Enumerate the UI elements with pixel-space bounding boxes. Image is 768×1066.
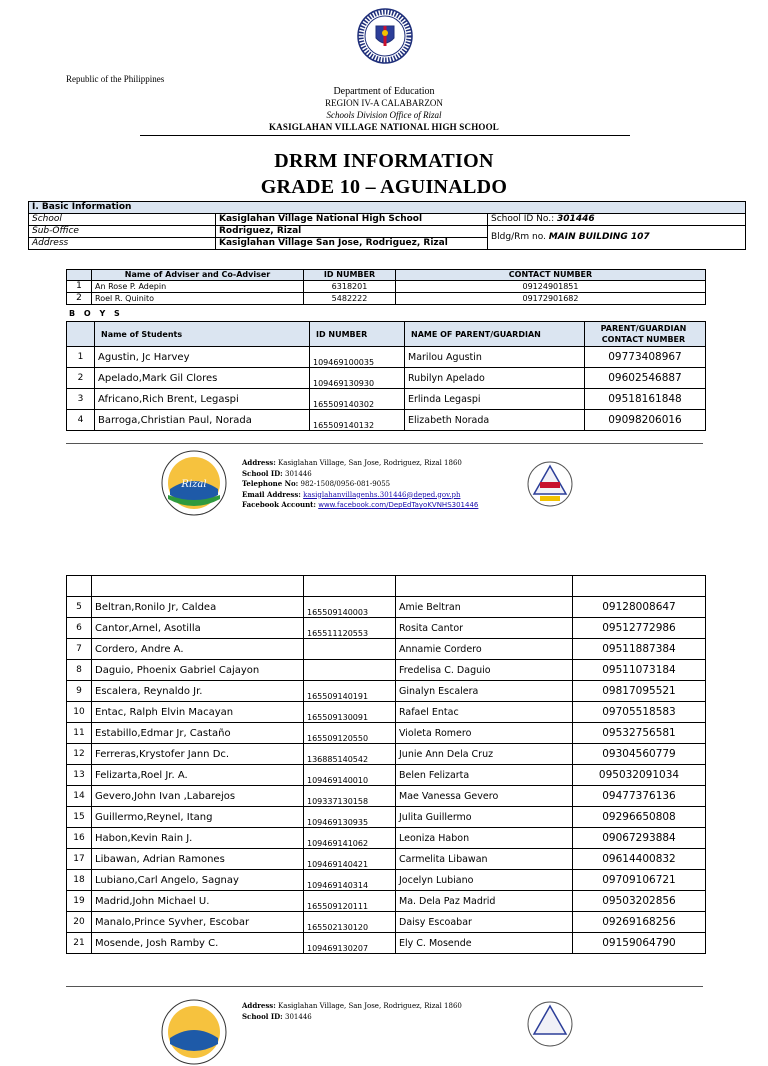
student-name: Gevero,John Ivan ,Labarejos <box>92 786 304 807</box>
sub-office-value: Rodriguez, Rizal <box>216 226 488 238</box>
parent-name: Erlinda Legaspi <box>405 389 585 410</box>
parent-phone: 09098206016 <box>585 410 706 431</box>
footer-email-label: Email Address: <box>242 489 301 499</box>
row-number: 8 <box>67 660 92 681</box>
row-number: 2 <box>67 293 92 305</box>
student-id: 136885140542 <box>304 744 396 765</box>
table-row <box>67 702 706 723</box>
row-number: 13 <box>67 765 92 786</box>
students-table-page2 <box>66 575 706 954</box>
parent-name: Amie Beltran <box>396 597 573 618</box>
stud-id-header: ID NUMBER <box>310 322 405 347</box>
adviser-id: 6318201 <box>304 281 396 293</box>
sub-office-label: Sub-Office <box>29 226 216 238</box>
stud-parent-header: NAME OF PARENT/GUARDIAN <box>405 322 585 347</box>
rizal-logo-icon <box>160 449 228 517</box>
row-number: 12 <box>67 744 92 765</box>
adviser-name: Roel R. Quinito <box>92 293 304 305</box>
parent-name: Rafael Entac <box>396 702 573 723</box>
parent-phone: 095032091034 <box>573 765 706 786</box>
adviser-id: 5482222 <box>304 293 396 305</box>
parent-name: Ma. Dela Paz Madrid <box>396 891 573 912</box>
student-name: Felizarta,Roel Jr. A. <box>92 765 304 786</box>
parent-name: Carmelita Libawan <box>396 849 573 870</box>
footer-contact-block <box>242 1001 462 1022</box>
school-id-value: 301446 <box>557 214 595 224</box>
parent-phone: 09067293884 <box>573 828 706 849</box>
parent-phone: 09532756581 <box>573 723 706 744</box>
table-row <box>67 891 706 912</box>
division-label: Schools Division Office of Rizal <box>326 110 442 120</box>
row-number: 15 <box>67 807 92 828</box>
page-separator <box>66 986 703 987</box>
row-number: 5 <box>67 597 92 618</box>
student-name: Lubiano,Carl Angelo, Sagnay <box>92 870 304 891</box>
parent-phone: 09503202856 <box>573 891 706 912</box>
student-name: Guillermo,Reynel, Itang <box>92 807 304 828</box>
parent-name: Rosita Cantor <box>396 618 573 639</box>
stud-contact-header <box>585 322 706 347</box>
deped-seal-icon <box>357 8 413 64</box>
row-number: 16 <box>67 828 92 849</box>
student-id: 109337130158 <box>304 786 396 807</box>
table-row <box>67 912 706 933</box>
table-row <box>67 933 706 954</box>
student-id: 165502130120 <box>304 912 396 933</box>
row-number: 3 <box>67 389 95 410</box>
parent-name: Annamie Cordero <box>396 639 573 660</box>
school-logo-icon <box>526 460 574 508</box>
parent-name: Fredelisa C. Daguio <box>396 660 573 681</box>
address-value: Kasiglahan Village San Jose, Rodriguez, Rizal <box>216 238 488 250</box>
bldg-value: MAIN BUILDING 107 <box>548 232 650 242</box>
parent-phone: 09269168256 <box>573 912 706 933</box>
blank-cell <box>396 576 573 597</box>
student-name: Habon,Kevin Rain J. <box>92 828 304 849</box>
stud-name-header: Name of Students <box>95 322 310 347</box>
address-label: Address <box>29 238 216 250</box>
parent-phone: 09511073184 <box>573 660 706 681</box>
parent-phone: 09159064790 <box>573 933 706 954</box>
row-number: 19 <box>67 891 92 912</box>
school-logo-icon <box>526 1000 574 1048</box>
row-number: 14 <box>67 786 92 807</box>
student-id: 109469140010 <box>304 765 396 786</box>
student-name: Cordero, Andre A. <box>92 639 304 660</box>
adv-num-header <box>67 270 92 281</box>
parent-phone: 09705518583 <box>573 702 706 723</box>
student-id: 165509120550 <box>304 723 396 744</box>
footer-address-value: Kasiglahan Village, San Jose, Rodriguez, Rizal 1860 <box>275 1002 462 1010</box>
student-id: 165511120553 <box>304 618 396 639</box>
student-id <box>304 639 396 660</box>
blank-cell <box>67 576 92 597</box>
table-row <box>67 347 706 368</box>
blank-cell <box>92 576 304 597</box>
student-name: Beltran,Ronilo Jr, Caldea <box>92 597 304 618</box>
row-number: 10 <box>67 702 92 723</box>
adviser-name: An Rose P. Adepin <box>92 281 304 293</box>
table-row <box>67 849 706 870</box>
row-number: 9 <box>67 681 92 702</box>
student-name: Mosende, Josh Ramby C. <box>92 933 304 954</box>
table-row <box>67 639 706 660</box>
blank-cell <box>304 576 396 597</box>
doc-title: DRRM INFORMATION <box>274 150 494 172</box>
school-id-cell <box>488 214 746 226</box>
adviser-contact: 09172901682 <box>396 293 706 305</box>
table-row <box>67 807 706 828</box>
parent-phone: 09128008647 <box>573 597 706 618</box>
parent-name: Julita Guillermo <box>396 807 573 828</box>
student-name: Cantor,Arnel, Asotilla <box>92 618 304 639</box>
parent-name: Daisy Escoabar <box>396 912 573 933</box>
parent-phone: 09512772986 <box>573 618 706 639</box>
row-number: 1 <box>67 347 95 368</box>
parent-name: Jocelyn Lubiano <box>396 870 573 891</box>
region-label: REGION IV-A CALABARZON <box>325 98 443 108</box>
student-id: 109469130935 <box>304 807 396 828</box>
footer-address-value: Kasiglahan Village, San Jose, Rodriguez, Rizal 1860 <box>275 459 462 467</box>
row-number: 4 <box>67 410 95 431</box>
row-number: 17 <box>67 849 92 870</box>
student-name: Ferreras,Krystofer Jann Dc. <box>92 744 304 765</box>
student-name: Madrid,John Michael U. <box>92 891 304 912</box>
parent-phone: 09296650808 <box>573 807 706 828</box>
row-number: 2 <box>67 368 95 389</box>
contact-header-line2: CONTACT NUMBER <box>601 335 686 344</box>
student-name: Libawan, Adrian Ramones <box>92 849 304 870</box>
footer-tel-value: 982-1508/0956-081-9055 <box>298 480 391 488</box>
parent-name: Rubilyn Apelado <box>405 368 585 389</box>
table-row <box>67 293 706 305</box>
bldg-cell <box>488 226 746 250</box>
adviser-contact: 09124901851 <box>396 281 706 293</box>
footer-fb-label: Facebook Account: <box>242 500 316 509</box>
student-name: Entac, Ralph Elvin Macayan <box>92 702 304 723</box>
parent-name: Leoniza Habon <box>396 828 573 849</box>
footer-schoolid-label: School ID: <box>242 1011 283 1021</box>
parent-name: Junie Ann Dela Cruz <box>396 744 573 765</box>
table-row <box>67 681 706 702</box>
footer-tel-label: Telephone No: <box>242 479 299 488</box>
page-separator <box>66 443 703 444</box>
student-name: Estabillo,Edmar Jr, Castaño <box>92 723 304 744</box>
table-row <box>67 828 706 849</box>
parent-phone: 09304560779 <box>573 744 706 765</box>
adv-contact-header: CONTACT NUMBER <box>396 270 706 281</box>
blank-cell <box>573 576 706 597</box>
footer-schoolid-value: 301446 <box>282 469 312 478</box>
table-row <box>67 765 706 786</box>
footer-email-link[interactable]: kasiglahanvillagenhs.301446@deped.gov.ph <box>303 490 461 499</box>
student-id: 109469100035 <box>310 347 405 368</box>
department-label: Department of Education <box>333 86 435 97</box>
parent-name: Ginalyn Escalera <box>396 681 573 702</box>
footer-address-label: Address: <box>242 1001 276 1010</box>
table-row <box>67 597 706 618</box>
footer-contact-block <box>242 458 478 511</box>
student-id: 109469130207 <box>304 933 396 954</box>
footer-fb-link[interactable]: www.facebook.com/DepEdTayoKVNHS301446 <box>318 501 479 509</box>
parent-name: Elizabeth Norada <box>405 410 585 431</box>
student-id: 165509140302 <box>310 389 405 410</box>
student-name: Africano,Rich Brent, Legaspi <box>95 389 310 410</box>
basic-info-table <box>28 201 746 250</box>
student-id: 109469141062 <box>304 828 396 849</box>
footer-schoolid-label: School ID: <box>242 468 283 478</box>
row-number: 11 <box>67 723 92 744</box>
footer-schoolid-value: 301446 <box>282 1012 312 1021</box>
student-name: Daguio, Phoenix Gabriel Cajayon <box>92 660 304 681</box>
footer-address-label: Address: <box>242 458 276 467</box>
parent-phone: 09518161848 <box>585 389 706 410</box>
row-number: 7 <box>67 639 92 660</box>
parent-name: Mae Vanessa Gevero <box>396 786 573 807</box>
table-row <box>67 618 706 639</box>
student-id <box>304 660 396 681</box>
table-row <box>67 786 706 807</box>
row-number: 1 <box>67 281 92 293</box>
student-id: 109469130930 <box>310 368 405 389</box>
adv-name-header: Name of Adviser and Co-Adviser <box>92 270 304 281</box>
svg-text:Rizal: Rizal <box>181 479 207 490</box>
parent-name: Violeta Romero <box>396 723 573 744</box>
stud-num-header <box>67 322 95 347</box>
school-value: Kasiglahan Village National High School <box>216 214 488 226</box>
parent-phone: 09602546887 <box>585 368 706 389</box>
parent-phone: 09511887384 <box>573 639 706 660</box>
table-row <box>67 744 706 765</box>
boys-label: B O Y S <box>69 309 123 318</box>
table-row <box>67 281 706 293</box>
students-table-page1 <box>66 321 706 431</box>
doc-subtitle: GRADE 10 – AGUINALDO <box>260 176 508 198</box>
student-id: 109469140421 <box>304 849 396 870</box>
bldg-label: Bldg/Rm no. <box>491 232 549 242</box>
student-id: 165509140132 <box>310 410 405 431</box>
contact-header-line1: PARENT/GUARDIAN <box>600 324 687 333</box>
student-name: Apelado,Mark Gil Clores <box>95 368 310 389</box>
row-number: 20 <box>67 912 92 933</box>
table-row <box>67 660 706 681</box>
parent-phone: 09477376136 <box>573 786 706 807</box>
adviser-table <box>66 269 706 305</box>
parent-phone: 09709106721 <box>573 870 706 891</box>
parent-phone: 09773408967 <box>585 347 706 368</box>
student-id: 165509140003 <box>304 597 396 618</box>
table-row <box>67 368 706 389</box>
table-row <box>67 723 706 744</box>
table-row <box>67 870 706 891</box>
student-name: Escalera, Reynaldo Jr. <box>92 681 304 702</box>
rizal-logo-icon <box>160 998 228 1066</box>
table-row <box>67 389 706 410</box>
student-id: 165509130091 <box>304 702 396 723</box>
header-divider <box>140 135 630 136</box>
parent-name: Belen Felizarta <box>396 765 573 786</box>
school-id-label: School ID No.: <box>491 214 558 224</box>
row-number: 6 <box>67 618 92 639</box>
parent-name: Ely C. Mosende <box>396 933 573 954</box>
student-id: 109469140314 <box>304 870 396 891</box>
adv-id-header: ID NUMBER <box>304 270 396 281</box>
parent-name: Marilou Agustin <box>405 347 585 368</box>
basic-info-heading: I. Basic Information <box>29 202 746 214</box>
student-name: Manalo,Prince Syvher, Escobar <box>92 912 304 933</box>
row-number: 21 <box>67 933 92 954</box>
student-name: Barroga,Christian Paul, Norada <box>95 410 310 431</box>
student-id: 165509140191 <box>304 681 396 702</box>
parent-phone: 09614400832 <box>573 849 706 870</box>
table-row <box>67 410 706 431</box>
row-number: 18 <box>67 870 92 891</box>
parent-phone: 09817095521 <box>573 681 706 702</box>
student-name: Agustin, Jc Harvey <box>95 347 310 368</box>
student-id: 165509120111 <box>304 891 396 912</box>
school-label: School <box>29 214 216 226</box>
school-heading: KASIGLAHAN VILLAGE NATIONAL HIGH SCHOOL <box>268 122 499 132</box>
republic-label: Republic of the Philippines <box>66 74 165 84</box>
